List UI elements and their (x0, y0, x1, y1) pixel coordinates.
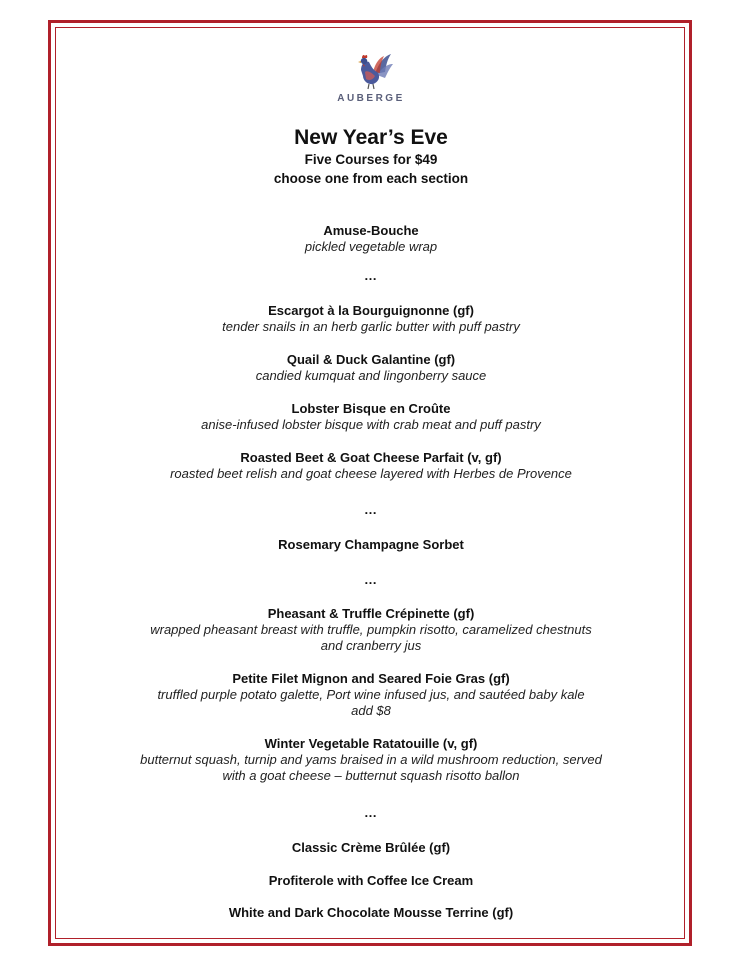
section-separator: … (364, 502, 378, 517)
section-separator: … (364, 805, 378, 820)
subtitle-instruction: choose one from each section (273, 171, 469, 186)
menu-item-desc: butternut squash, turnip and yams braised in a wild mushroom reduction, served (140, 752, 602, 767)
menu-item-name: Escargot à la Bourguignonne (gf) (268, 303, 474, 318)
dessert-name: White and Dark Chocolate Mousse Terrine (gf) (228, 905, 514, 920)
menu-item-desc: add $8 (351, 703, 391, 718)
section-separator: … (364, 268, 378, 283)
menu-item-name: Quail & Duck Galantine (gf) (286, 352, 456, 367)
menu-item-desc: wrapped pheasant breast with truffle, pumpkin risotto, caramelized chestnuts (150, 622, 592, 637)
menu-item-name: Pheasant & Truffle Crépinette (gf) (267, 606, 475, 621)
dessert-name: Classic Crème Brûlée (gf) (291, 840, 451, 855)
amuse-bouche-desc: pickled vegetable wrap (304, 239, 438, 254)
subtitle-price: Five Courses for $49 (304, 152, 438, 167)
menu-item-desc: truffled purple potato galette, Port wine infused jus, and sautéed baby kale (157, 687, 585, 702)
menu-item-desc: tender snails in an herb garlic butter with puff pastry (222, 319, 520, 334)
section-separator: … (364, 572, 378, 587)
page-title: New Year’s Eve (294, 126, 448, 149)
brand-name: AUBERGE (337, 93, 405, 104)
intermezzo-name: Rosemary Champagne Sorbet (278, 537, 464, 552)
menu-item-desc: and cranberry jus (320, 638, 422, 653)
menu-item-name: Petite Filet Mignon and Seared Foie Gras (gf) (232, 671, 510, 686)
menu-item-name: Lobster Bisque en Croûte (291, 401, 451, 416)
menu-item-name: Winter Vegetable Ratatouille (v, gf) (264, 736, 478, 751)
menu-item-desc: anise-infused lobster bisque with crab meat and puff pastry (201, 417, 541, 432)
rooster-icon (351, 48, 395, 92)
menu-item-desc: with a goat cheese – butternut squash risotto ballon (222, 768, 520, 783)
dessert-name: Profiterole with Coffee Ice Cream (268, 873, 474, 888)
amuse-bouche-name: Amuse-Bouche (323, 223, 419, 238)
menu-item-desc: roasted beet relish and goat cheese layered with Herbes de Provence (170, 466, 572, 481)
menu-item-desc: candied kumquat and lingonberry sauce (255, 368, 487, 383)
menu-item-name: Roasted Beet & Goat Cheese Parfait (v, gf) (240, 450, 502, 465)
